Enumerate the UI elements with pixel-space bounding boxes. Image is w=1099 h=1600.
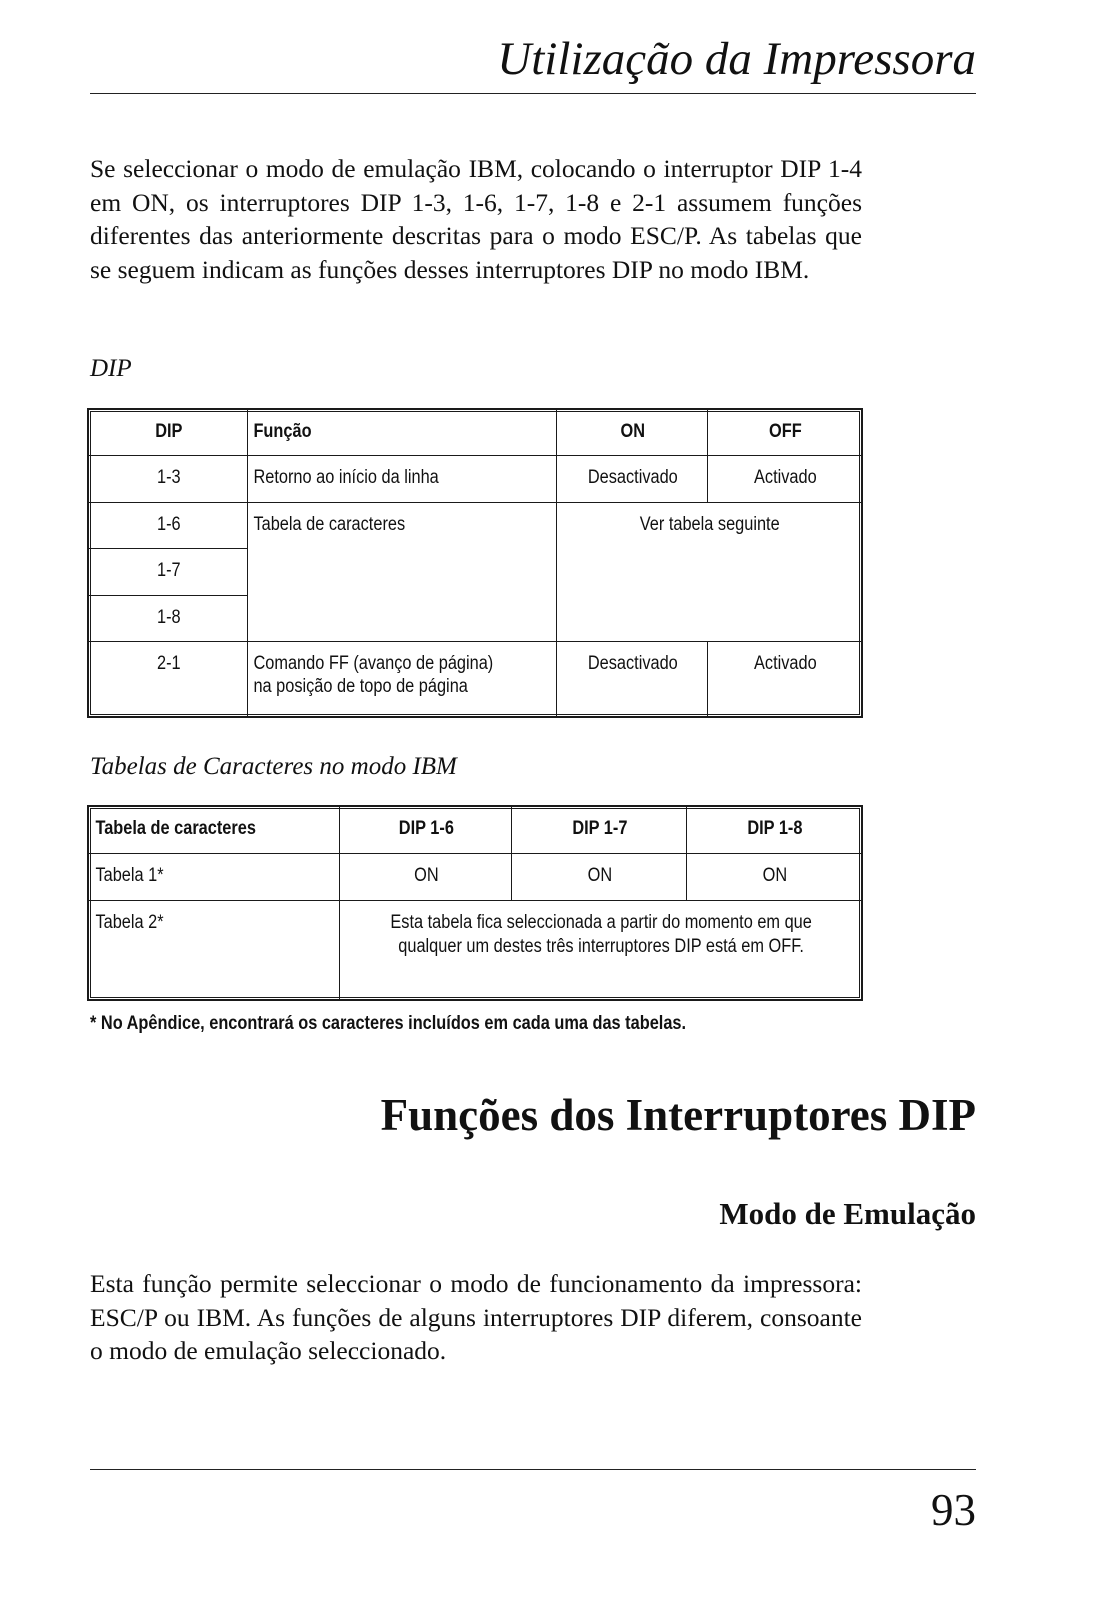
dip-cell: 1-7 [100,549,237,595]
charset-table-caption: Tabelas de Caracteres no modo IBM [90,753,457,780]
running-header: Utilização da Impressora [497,33,976,85]
dip-table [87,408,863,718]
function-line: na posição de topo de página [253,676,469,698]
function-cell: Retorno ao início da linha [247,456,513,502]
dip-table-caption: DIP [90,355,132,382]
charset-name-cell: Tabela 1* [89,854,305,901]
section-title: Funções dos Interruptores DIP [380,1090,976,1140]
dip18-cell: ON [699,854,849,901]
function-cell [247,642,513,717]
charset-header-dip18: DIP 1-8 [699,807,849,854]
charset-note-cell [340,901,862,1000]
charset-header-table: Tabela de caracteres [89,807,305,854]
table-row [89,456,862,502]
footer-rule [90,1469,976,1470]
dip-header-dip: DIP [100,410,237,456]
function-line: Comando FF (avanço de página) [253,653,494,675]
on-cell: Desactivado [567,456,697,502]
charset-header-dip17: DIP 1-7 [524,807,674,854]
dip-cell: 1-6 [100,502,237,548]
off-cell: Activado [718,456,850,502]
dip-cell: 1-3 [100,456,237,502]
dip17-cell: ON [524,854,674,901]
charset-note-text: Esta tabela fica seleccionada a partir do momento em que qualquer um destes três interruptores DIP está em OFF. [389,912,812,958]
table-row [89,901,862,1000]
intro-paragraph: Se seleccionar o modo de emulação IBM, colocando o interruptor DIP 1-4 em ON, os interruptores DIP 1-3, 1-6, 1-7, 1-8 e 2-1 assumem funções diferentes das anteriormente descritas para o modo ESC/P. As tabelas que se seguem indicam as funções desses interruptores DIP no modo IBM. [90,154,862,284]
charset-table-header-row [89,807,862,854]
charset-table [87,805,863,1001]
dip-cell: 1-8 [100,595,237,641]
header-rule [90,93,976,94]
page-number: 93 [931,1485,976,1535]
subsection-title: Modo de Emulação [719,1196,976,1231]
charset-header-dip16: DIP 1-6 [352,807,500,854]
table-row [89,502,862,548]
dip-table-header-row [89,410,862,456]
table-row [89,854,862,901]
dip-header-off: OFF [718,410,850,456]
off-cell: Activado [718,642,850,717]
dip-header-on: ON [567,410,697,456]
charset-footnote: * No Apêndice, encontrará os caracteres incluídos em cada uma das tabelas. [90,1013,687,1034]
charset-name-cell: Tabela 2* [89,901,305,1000]
function-cell: Tabela de caracteres [247,502,513,641]
table-row [89,642,862,717]
dip-cell: 2-1 [100,642,237,717]
section-paragraph: Esta função permite seleccionar o modo de funcionamento da impressora: ESC/P ou IBM. As funções de alguns interruptores DIP diferem, consoante o modo de emulação seleccionado. [90,1269,862,1366]
dip16-cell: ON [352,854,500,901]
dip-header-function: Função [247,410,513,456]
on-cell: Desactivado [567,642,697,717]
merged-value-cell: Ver tabela seguinte [578,502,840,641]
